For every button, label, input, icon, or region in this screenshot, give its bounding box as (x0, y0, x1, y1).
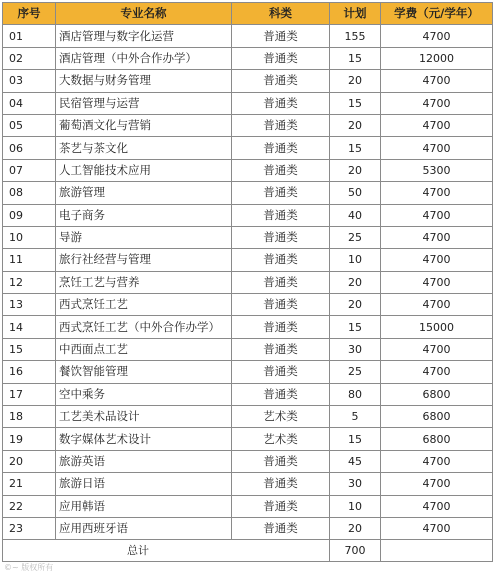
row-category: 艺术类 (232, 428, 330, 450)
row-tuition: 4700 (381, 473, 493, 495)
row-tuition: 4700 (381, 294, 493, 316)
header-category: 科类 (232, 3, 330, 25)
row-tuition: 4700 (381, 92, 493, 114)
row-category: 普通类 (232, 70, 330, 92)
row-tuition: 4700 (381, 338, 493, 360)
row-major-name: 应用韩语 (56, 495, 232, 517)
row-category: 普通类 (232, 182, 330, 204)
row-plan: 20 (330, 114, 381, 136)
row-major-name: 工艺美术品设计 (56, 406, 232, 428)
row-plan: 20 (330, 294, 381, 316)
row-category: 普通类 (232, 338, 330, 360)
row-seq: 23 (3, 517, 56, 539)
row-major-name: 空中乘务 (56, 383, 232, 405)
row-seq: 06 (3, 137, 56, 159)
row-seq: 21 (3, 473, 56, 495)
row-seq: 17 (3, 383, 56, 405)
row-category: 普通类 (232, 271, 330, 293)
row-tuition: 6800 (381, 428, 493, 450)
row-seq: 13 (3, 294, 56, 316)
table-row (3, 517, 493, 539)
row-plan: 45 (330, 450, 381, 472)
table-row (3, 114, 493, 136)
table-row (3, 249, 493, 271)
row-category: 普通类 (232, 204, 330, 226)
row-category: 艺术类 (232, 406, 330, 428)
watermark: ©~ 版权所有 (4, 563, 54, 572)
row-seq: 03 (3, 70, 56, 92)
row-plan: 5 (330, 406, 381, 428)
row-category: 普通类 (232, 473, 330, 495)
row-plan: 15 (330, 47, 381, 69)
table-row (3, 137, 493, 159)
row-major-name: 旅游日语 (56, 473, 232, 495)
row-tuition: 4700 (381, 182, 493, 204)
table-row (3, 226, 493, 248)
row-tuition: 4700 (381, 361, 493, 383)
row-category: 普通类 (232, 450, 330, 472)
row-tuition: 4700 (381, 450, 493, 472)
row-category: 普通类 (232, 249, 330, 271)
row-plan: 50 (330, 182, 381, 204)
table-row (3, 25, 493, 47)
row-plan: 30 (330, 338, 381, 360)
row-seq: 15 (3, 338, 56, 360)
total-label: 总计 (3, 540, 330, 562)
row-plan: 20 (330, 517, 381, 539)
row-major-name: 餐饮智能管理 (56, 361, 232, 383)
row-tuition: 4700 (381, 70, 493, 92)
enrollment-plan-table-wrapper (2, 2, 493, 562)
header-plan: 计划 (330, 3, 381, 25)
header-tuition: 学费（元/学年） (381, 3, 493, 25)
row-tuition: 4700 (381, 249, 493, 271)
row-tuition: 4700 (381, 226, 493, 248)
row-tuition: 6800 (381, 406, 493, 428)
table-row (3, 70, 493, 92)
row-category: 普通类 (232, 517, 330, 539)
row-tuition: 4700 (381, 271, 493, 293)
row-major-name: 数字媒体艺术设计 (56, 428, 232, 450)
table-row (3, 495, 493, 517)
row-category: 普通类 (232, 92, 330, 114)
total-row (3, 540, 493, 562)
enrollment-plan-table (2, 2, 493, 562)
row-tuition: 4700 (381, 495, 493, 517)
table-header-row (3, 3, 493, 25)
table-row (3, 182, 493, 204)
row-major-name: 导游 (56, 226, 232, 248)
table-row (3, 92, 493, 114)
row-major-name: 民宿管理与运营 (56, 92, 232, 114)
row-plan: 25 (330, 226, 381, 248)
row-category: 普通类 (232, 159, 330, 181)
row-major-name: 电子商务 (56, 204, 232, 226)
header-seq: 序号 (3, 3, 56, 25)
row-category: 普通类 (232, 47, 330, 69)
row-major-name: 烹饪工艺与营养 (56, 271, 232, 293)
row-seq: 02 (3, 47, 56, 69)
header-major-name: 专业名称 (56, 3, 232, 25)
row-seq: 01 (3, 25, 56, 47)
row-tuition: 4700 (381, 25, 493, 47)
row-plan: 15 (330, 92, 381, 114)
table-row (3, 361, 493, 383)
row-category: 普通类 (232, 361, 330, 383)
row-tuition: 15000 (381, 316, 493, 338)
row-plan: 15 (330, 316, 381, 338)
row-plan: 20 (330, 70, 381, 92)
row-category: 普通类 (232, 316, 330, 338)
row-seq: 07 (3, 159, 56, 181)
row-plan: 15 (330, 137, 381, 159)
row-tuition: 4700 (381, 137, 493, 159)
table-row (3, 47, 493, 69)
row-plan: 10 (330, 249, 381, 271)
row-plan: 155 (330, 25, 381, 47)
row-plan: 40 (330, 204, 381, 226)
row-major-name: 旅游管理 (56, 182, 232, 204)
row-category: 普通类 (232, 294, 330, 316)
row-plan: 20 (330, 271, 381, 293)
total-plan: 700 (330, 540, 381, 562)
row-seq: 14 (3, 316, 56, 338)
row-seq: 04 (3, 92, 56, 114)
row-major-name: 酒店管理与数字化运营 (56, 25, 232, 47)
row-category: 普通类 (232, 25, 330, 47)
table-row (3, 316, 493, 338)
row-tuition: 12000 (381, 47, 493, 69)
table-row (3, 406, 493, 428)
table-row (3, 383, 493, 405)
row-plan: 80 (330, 383, 381, 405)
row-major-name: 旅行社经营与管理 (56, 249, 232, 271)
table-row (3, 338, 493, 360)
table-row (3, 450, 493, 472)
row-major-name: 大数据与财务管理 (56, 70, 232, 92)
row-category: 普通类 (232, 495, 330, 517)
table-row (3, 294, 493, 316)
row-major-name: 西式烹饪工艺 (56, 294, 232, 316)
row-category: 普通类 (232, 383, 330, 405)
row-major-name: 应用西班牙语 (56, 517, 232, 539)
table-row (3, 159, 493, 181)
row-major-name: 旅游英语 (56, 450, 232, 472)
row-seq: 19 (3, 428, 56, 450)
row-seq: 16 (3, 361, 56, 383)
row-seq: 08 (3, 182, 56, 204)
total-tuition-empty (381, 540, 493, 562)
row-tuition: 4700 (381, 204, 493, 226)
table-row (3, 204, 493, 226)
table-row (3, 473, 493, 495)
row-major-name: 人工智能技术应用 (56, 159, 232, 181)
row-major-name: 西式烹饪工艺（中外合作办学） (56, 316, 232, 338)
row-seq: 10 (3, 226, 56, 248)
row-category: 普通类 (232, 114, 330, 136)
table-row (3, 428, 493, 450)
table-body (3, 25, 493, 562)
row-seq: 18 (3, 406, 56, 428)
row-major-name: 酒店管理（中外合作办学） (56, 47, 232, 69)
row-major-name: 葡萄酒文化与营销 (56, 114, 232, 136)
row-plan: 10 (330, 495, 381, 517)
row-tuition: 4700 (381, 114, 493, 136)
row-plan: 25 (330, 361, 381, 383)
row-seq: 12 (3, 271, 56, 293)
row-plan: 20 (330, 159, 381, 181)
row-category: 普通类 (232, 226, 330, 248)
table-row (3, 271, 493, 293)
row-category: 普通类 (232, 137, 330, 159)
row-major-name: 茶艺与茶文化 (56, 137, 232, 159)
row-tuition: 6800 (381, 383, 493, 405)
row-seq: 05 (3, 114, 56, 136)
row-major-name: 中西面点工艺 (56, 338, 232, 360)
row-tuition: 5300 (381, 159, 493, 181)
row-tuition: 4700 (381, 517, 493, 539)
row-plan: 15 (330, 428, 381, 450)
row-seq: 11 (3, 249, 56, 271)
row-plan: 30 (330, 473, 381, 495)
row-seq: 20 (3, 450, 56, 472)
row-seq: 22 (3, 495, 56, 517)
row-seq: 09 (3, 204, 56, 226)
